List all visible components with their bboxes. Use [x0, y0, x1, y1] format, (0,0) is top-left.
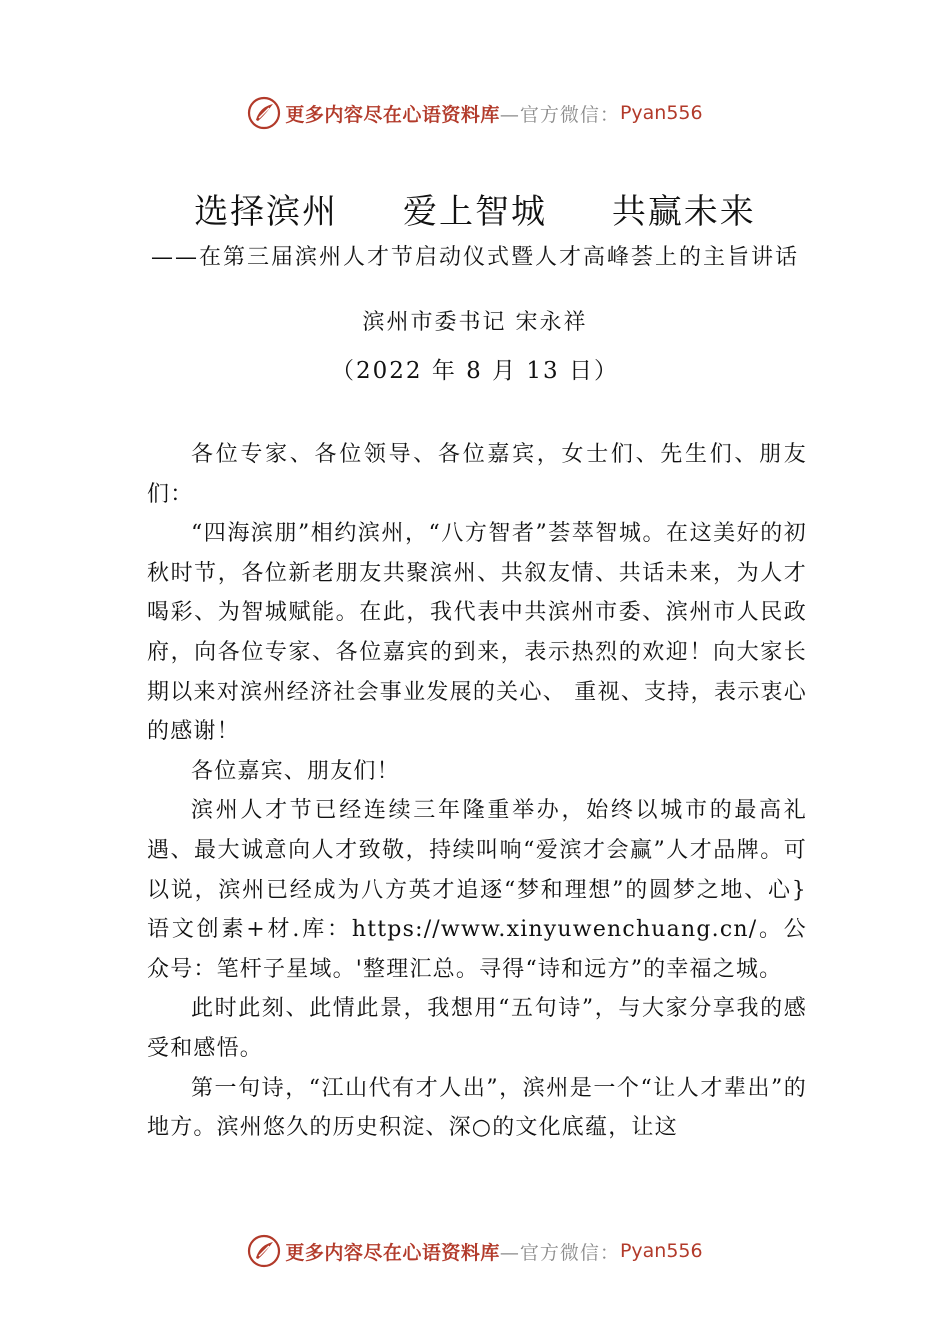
document-author: 滨州市委书记 宋永祥 [362, 310, 588, 335]
title-part-2: 爱上智城 [403, 192, 547, 232]
banner-wechat-id: Pyan556 [619, 1240, 703, 1262]
banner-main-text: 更多内容尽在心语资料库 [285, 103, 500, 126]
top-watermark-banner [0, 96, 950, 130]
document-subtitle: ——在第三届滨州人才节启动仪式暨人才高峰荟上的主旨讲话 [150, 245, 799, 270]
banner-sub-text: —官方微信： [499, 1241, 620, 1264]
paragraph-talent-festival: 滨州人才节已经连续三年隆重举办，始终以城市的最高礼遇、最大诚意向人才致敬，持续叫响“爱滨才会赢”人才品牌。可以说，滨州已经成为八方英才追逐“梦和理想”的圆梦之地、心}语文创素+材.库：https://www.xinyuwenchuang.cn/。公众号：笔杆子星域。'整理汇总。寻得“诗和远方”的幸福之城。 [147, 798, 807, 982]
document-body [147, 435, 807, 1148]
brand-logo-icon [247, 96, 281, 130]
paragraph-greeting: 各位专家、各位领导、各位嘉宾，女士们、先生们、朋友们： [147, 442, 807, 507]
title-part-1: 选择滨州 [194, 192, 339, 232]
brand-logo-icon [247, 1234, 281, 1268]
banner-sub-text: —官方微信： [499, 103, 620, 126]
paragraph-five-poems: 此时此刻、此情此景，我想用“五句诗”，与大家分享我的感受和感悟。 [147, 996, 807, 1061]
paragraph-welcome: “四海滨朋”相约滨州，“八方智者”荟萃智城。在这美好的初秋时节，各位新老朋友共聚滨州、共叙友情、共话未来，为人才喝彩、为智城赋能。在此，我代表中共滨州市委、滨州市人民政府，向各位专家、各位嘉宾的到来，表示热烈的欢迎！向大家长期以来对滨州经济社会事业发展的关心、 重视、支持，表示衷心的感谢！ [147, 521, 807, 745]
bottom-watermark-banner [0, 1234, 950, 1268]
banner-wechat-id: Pyan556 [619, 102, 703, 124]
banner-main-text: 更多内容尽在心语资料库 [285, 1241, 500, 1264]
paragraph-address: 各位嘉宾、朋友们！ [191, 758, 400, 784]
document-date: （2022 年 8 月 13 日） [331, 358, 619, 384]
title-part-3: 共赢未来 [611, 192, 756, 232]
document-title [0, 184, 950, 233]
paragraph-first-poem: 第一句诗，“江山代有才人出”，滨州是一个“让人才辈出”的地方。滨州悠久的历史积淀、深○的文化底蕴，让这 [147, 1075, 807, 1141]
